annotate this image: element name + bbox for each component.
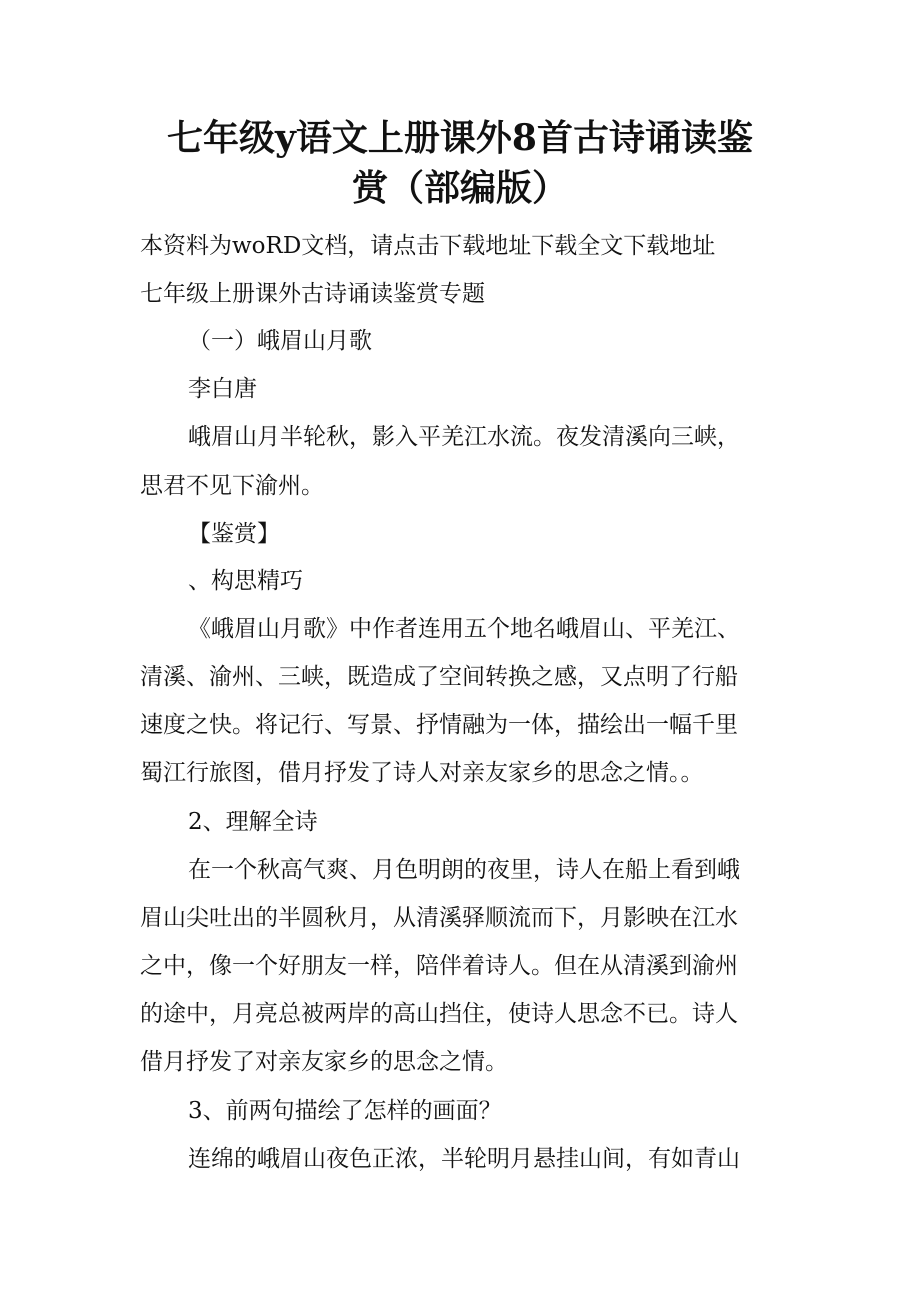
paragraph-line: 蜀江行旅图，借月抒发了诗人对亲友家乡的思念之情。。	[140, 760, 704, 786]
paragraph-line: 的途中，月亮总被两岸的高山挡住，使诗人思念不已。诗人	[140, 1001, 738, 1027]
document-title-line-2: 赏（部编版）	[351, 167, 568, 209]
paragraph-line: 《峨眉山月歌》中作者连用五个地名峨眉山、平羌江、	[188, 616, 740, 642]
intro-download-line: 本资料为woRD文档，请点击下载地址下载全文下载地址	[140, 233, 716, 259]
paragraph-line: 之中，像一个好朋友一样，陪伴着诗人。但在从清溪到渝州	[140, 953, 738, 979]
poem-title: （一）峨眉山月歌	[188, 328, 372, 354]
section-2-heading: 2、理解全诗	[188, 809, 318, 835]
paragraph-line: 眉山尖吐出的半圆秋月，从清溪驿顺流而下，月影映在江水	[140, 905, 738, 931]
paragraph-line: 在一个秋高气爽、月色明朗的夜里，诗人在船上看到峨	[188, 857, 740, 883]
paragraph-line: 速度之快。将记行、写景、抒情融为一体，描绘出一幅千里	[140, 712, 738, 738]
poem-text-line-2: 思君不见下渝州。	[140, 473, 324, 499]
poem-text-line-1: 峨眉山月半轮秋，影入平羌江水流。夜发清溪向三峡，	[188, 424, 740, 450]
section-1-heading: 、构思精巧	[188, 568, 303, 594]
document-title-line-1: 七年级y语文上册课外8首古诗诵读鉴	[167, 117, 753, 159]
paragraph-line: 连绵的峨眉山夜色正浓，半轮明月悬挂山间，有如青山	[188, 1146, 740, 1172]
appreciation-heading: 【鉴赏】	[188, 521, 280, 547]
topic-heading: 七年级上册课外古诗诵读鉴赏专题	[140, 281, 485, 307]
paragraph-line: 借月抒发了对亲友家乡的思念之情。	[140, 1049, 508, 1075]
section-3-heading: 3、前两句描绘了怎样的画面？	[188, 1098, 502, 1124]
poem-author: 李白唐	[188, 376, 257, 402]
paragraph-line: 清溪、渝州、三峡，既造成了空间转换之感，又点明了行船	[140, 664, 738, 690]
